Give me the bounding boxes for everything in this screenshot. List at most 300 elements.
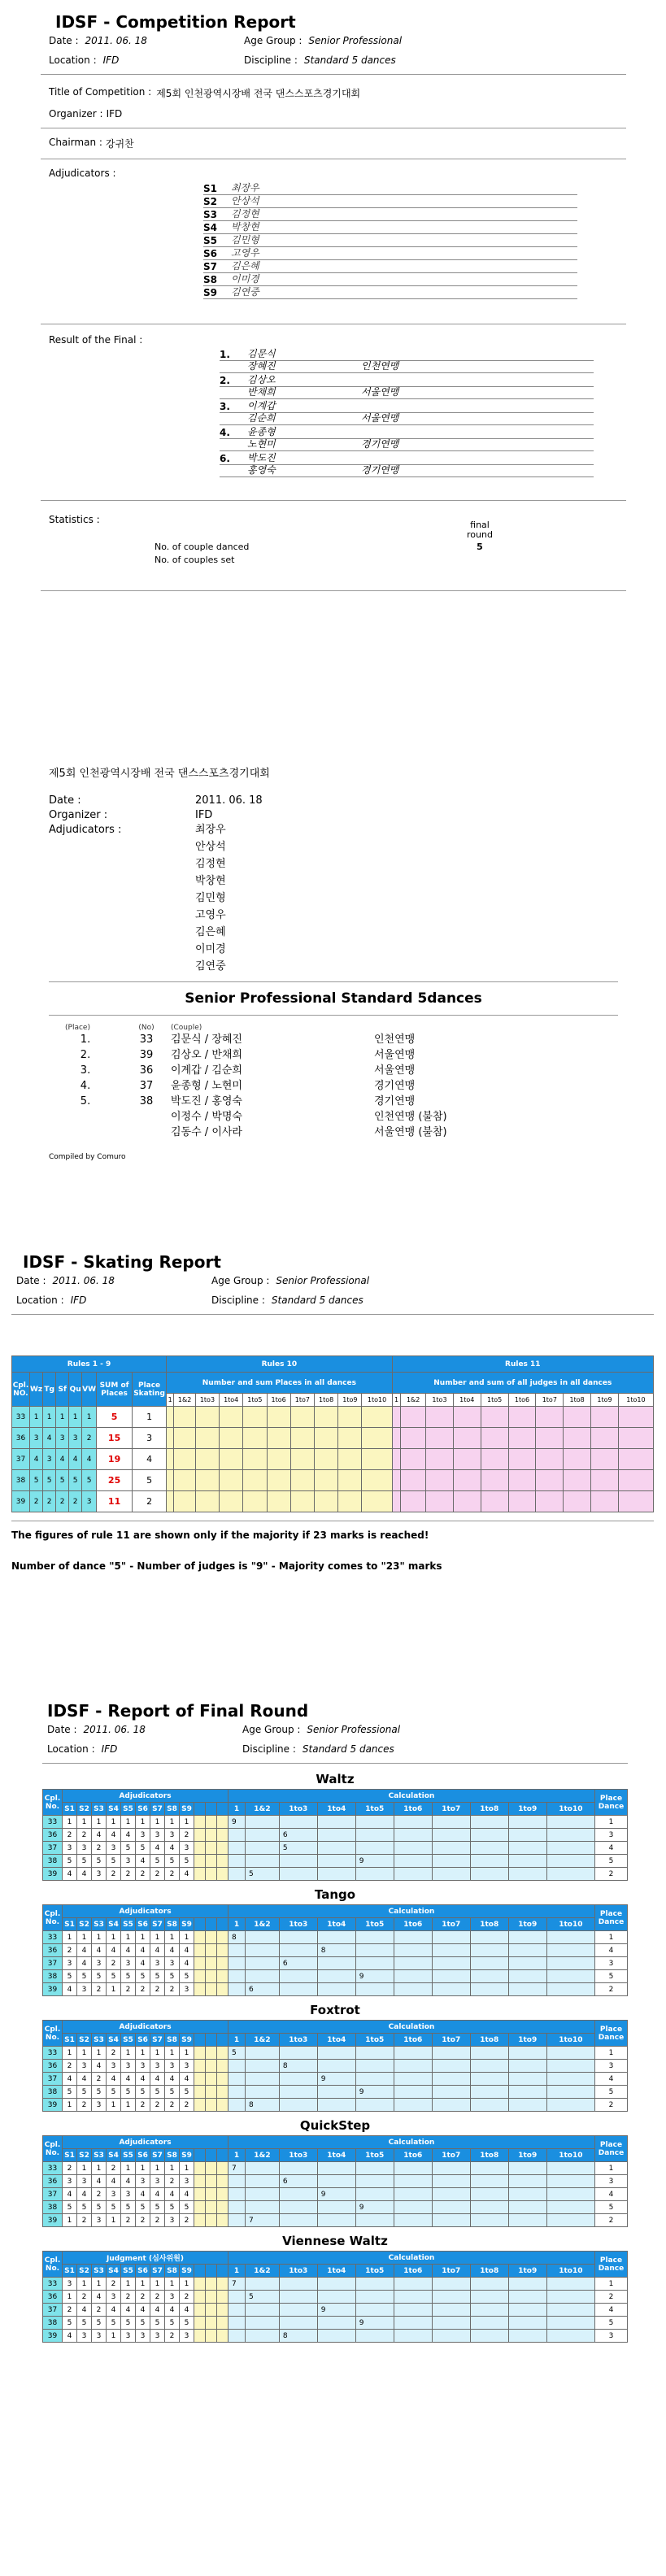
judge-mark: 3 bbox=[136, 2330, 150, 2343]
rule11-cell bbox=[481, 1470, 508, 1491]
calc-cell bbox=[470, 2188, 508, 2201]
adjudicators-label: Adjudicators : bbox=[49, 168, 116, 179]
calc-col-header: 1to7 bbox=[432, 1803, 470, 1816]
summary-result-table bbox=[49, 1024, 569, 1140]
calc-cell: 7 bbox=[229, 2278, 246, 2291]
judge-spare-cell bbox=[206, 1957, 217, 1970]
result-of-final-label: Result of the Final : bbox=[49, 334, 143, 346]
dance-row bbox=[43, 2188, 628, 2201]
calc-cell bbox=[317, 2201, 355, 2214]
finalist-item bbox=[220, 401, 594, 425]
calc-cell bbox=[546, 2214, 594, 2227]
judge-mark: 1 bbox=[165, 2047, 180, 2060]
calc-col-header: 1to5 bbox=[355, 2265, 394, 2278]
calc-cell bbox=[546, 2162, 594, 2175]
calc-cell bbox=[246, 2162, 280, 2175]
calc-col-header: 1 bbox=[167, 1394, 174, 1407]
judge-spare-cell bbox=[217, 2317, 229, 2330]
judge-spare-cell bbox=[217, 2330, 229, 2343]
rule10-cell bbox=[362, 1428, 392, 1449]
judge-mark: 2 bbox=[92, 1983, 107, 1996]
final-round-label: final round bbox=[467, 520, 493, 540]
place-dance-header: Place Dance bbox=[595, 2252, 628, 2278]
judge-spare-cell bbox=[217, 1868, 229, 1881]
judge-mark: 5 bbox=[180, 2086, 194, 2099]
judge-spare-cell bbox=[206, 2188, 217, 2201]
calc-cell bbox=[355, 1842, 394, 1855]
judge-mark: 5 bbox=[150, 2317, 165, 2330]
judge-col-header: S5 bbox=[121, 1918, 136, 1931]
dance-table bbox=[42, 2135, 628, 2227]
judge-mark: 5 bbox=[136, 1970, 150, 1983]
summary-comp-title: 제5회 인천광역시장배 전국 댄스스포츠경기대회 bbox=[49, 768, 270, 780]
calc-cell bbox=[317, 2099, 355, 2112]
finalist-name: 윤종형 bbox=[247, 426, 276, 437]
calc-cell bbox=[246, 1829, 280, 1842]
rule10-cell bbox=[362, 1470, 392, 1491]
judge-mark: 4 bbox=[107, 2175, 121, 2188]
skating-cpl-no: 33 bbox=[12, 1407, 30, 1428]
finalist-item bbox=[220, 453, 594, 477]
judge-mark: 1 bbox=[180, 1816, 194, 1829]
judge-mark: 3 bbox=[77, 2330, 92, 2343]
age-group-value: Senior Professional bbox=[308, 35, 403, 46]
calc-col-header: 1to8 bbox=[470, 1918, 508, 1931]
judge-spare-cell bbox=[194, 1855, 206, 1868]
skating-sum: 25 bbox=[97, 1470, 133, 1491]
judge-mark: 5 bbox=[150, 2201, 165, 2214]
judge-mark: 2 bbox=[77, 1829, 92, 1842]
judge-mark: 5 bbox=[150, 1855, 165, 1868]
divider bbox=[49, 1015, 618, 1016]
calc-cell: 8 bbox=[246, 2099, 280, 2112]
judge-spare-cell bbox=[206, 1868, 217, 1881]
finalist-name: 이계갑 bbox=[247, 400, 276, 411]
adjudicators-header: Judgment (심사위원) bbox=[63, 2252, 229, 2265]
result-row bbox=[49, 1125, 569, 1140]
judge-mark: 4 bbox=[180, 1957, 194, 1970]
judge-mark: 1 bbox=[165, 1931, 180, 1944]
calc-cell bbox=[317, 2214, 355, 2227]
result-place: 3. bbox=[80, 1064, 91, 1077]
judge-mark: 1 bbox=[63, 1931, 77, 1944]
judge-spare-cell bbox=[194, 2317, 206, 2330]
judge-mark: 1 bbox=[150, 1931, 165, 1944]
dance-header-row bbox=[43, 1905, 628, 1918]
judge-mark: 2 bbox=[180, 1829, 194, 1842]
dance-cpl-no: 37 bbox=[43, 2073, 63, 2086]
adjudicator-row bbox=[203, 273, 577, 286]
judge-mark: 2 bbox=[92, 2188, 107, 2201]
calc-cell bbox=[229, 2188, 246, 2201]
judge-mark: 3 bbox=[107, 2291, 121, 2304]
result-couple: 박도진 / 홍영숙 bbox=[171, 1095, 242, 1107]
rule11-cell bbox=[564, 1428, 591, 1449]
judge-mark: 5 bbox=[150, 2086, 165, 2099]
dance-place: 5 bbox=[595, 2317, 628, 2330]
rule11-cell bbox=[536, 1428, 564, 1449]
judge-mark: 4 bbox=[165, 2073, 180, 2086]
rule11-cell bbox=[401, 1470, 426, 1491]
calc-cell bbox=[229, 2060, 246, 2073]
calc-cell bbox=[432, 1829, 470, 1842]
dance-place: 3 bbox=[595, 2060, 628, 2073]
dance-subheader-row bbox=[43, 2149, 628, 2162]
calc-cell bbox=[355, 1957, 394, 1970]
judge-spare-cell bbox=[194, 2162, 206, 2175]
calc-col-header: 1to10 bbox=[546, 1803, 594, 1816]
calc-cell bbox=[355, 1868, 394, 1881]
adjudicator-row bbox=[203, 260, 577, 273]
calc-cell bbox=[246, 2317, 280, 2330]
final-discipline-value: Standard 5 dances bbox=[302, 1743, 394, 1755]
calc-cell bbox=[246, 2330, 280, 2343]
judge-mark: 1 bbox=[107, 2214, 121, 2227]
rule10-cell bbox=[174, 1407, 196, 1428]
judge-spare-cell bbox=[194, 1983, 206, 1996]
judge-spare-cell bbox=[206, 2214, 217, 2227]
calc-cell bbox=[546, 1983, 594, 1996]
judge-mark: 3 bbox=[92, 1957, 107, 1970]
calc-cell bbox=[279, 2099, 317, 2112]
judge-spare-cell bbox=[217, 2086, 229, 2099]
finalist-partner: 반채희 bbox=[247, 386, 276, 398]
calc-cell bbox=[394, 1957, 432, 1970]
result-row bbox=[49, 1109, 569, 1125]
calc-cell bbox=[546, 2175, 594, 2188]
adjudicator-name: 안상석 bbox=[231, 195, 259, 207]
finalist-sub-line bbox=[220, 413, 594, 425]
judge-mark: 4 bbox=[121, 1829, 136, 1842]
adjudicators-header: Adjudicators bbox=[63, 1905, 229, 1918]
rule10-cell bbox=[315, 1407, 338, 1428]
calc-col-header: 1to3 bbox=[279, 1803, 317, 1816]
calc-cell bbox=[394, 2330, 432, 2343]
dance-row bbox=[43, 2317, 628, 2330]
adjudicator-code: S2 bbox=[203, 196, 217, 207]
calc-cell bbox=[355, 2162, 394, 2175]
judge-mark: 2 bbox=[180, 2214, 194, 2227]
dance-row bbox=[43, 1983, 628, 1996]
calc-cell bbox=[508, 1957, 546, 1970]
dance-cpl-no: 36 bbox=[43, 2291, 63, 2304]
result-row bbox=[49, 1094, 569, 1109]
judge-mark: 5 bbox=[150, 1970, 165, 1983]
judge-spare-cell bbox=[206, 2201, 217, 2214]
calc-col-header: 1to9 bbox=[338, 1394, 362, 1407]
finalist-partner: 김순희 bbox=[247, 412, 276, 424]
rule10-cell bbox=[220, 1407, 243, 1428]
calc-cell bbox=[317, 1957, 355, 1970]
calc-cell bbox=[508, 1944, 546, 1957]
calc-cell bbox=[470, 1868, 508, 1881]
calc-cell bbox=[317, 2317, 355, 2330]
rule11-cell bbox=[453, 1449, 481, 1470]
skating-row bbox=[12, 1491, 654, 1512]
rule11-cell bbox=[508, 1407, 536, 1428]
summary-organizer-value: IFD bbox=[195, 809, 213, 821]
judge-col-header: S3 bbox=[92, 1803, 107, 1816]
skating-sum: 5 bbox=[97, 1407, 133, 1428]
finalist-position: 6. bbox=[220, 453, 230, 464]
dance-cpl-no-header: Cpl. No. bbox=[43, 2252, 63, 2278]
dance-cpl-no: 38 bbox=[43, 2201, 63, 2214]
judge-spare-cell bbox=[206, 2304, 217, 2317]
judge-col-header: S8 bbox=[165, 2265, 180, 2278]
adjudicator-name: 김은혜 bbox=[231, 260, 259, 272]
finalist-team: 인천연맹 bbox=[361, 360, 399, 372]
calc-cell bbox=[229, 2291, 246, 2304]
judge-col-header: S9 bbox=[180, 2265, 194, 2278]
rule10-cell bbox=[195, 1428, 219, 1449]
calc-cell bbox=[508, 2201, 546, 2214]
adjudicator-name: 이미경 bbox=[231, 273, 259, 285]
calc-cell bbox=[394, 1816, 432, 1829]
calc-cell bbox=[229, 1957, 246, 1970]
dance-cpl-no: 36 bbox=[43, 2175, 63, 2188]
calc-cell bbox=[508, 2175, 546, 2188]
calc-cell: 8 bbox=[317, 1944, 355, 1957]
judge-mark: 4 bbox=[63, 1983, 77, 1996]
calc-cell bbox=[508, 2304, 546, 2317]
judge-mark: 1 bbox=[121, 1931, 136, 1944]
skating-age-value: Senior Professional bbox=[276, 1275, 370, 1286]
calc-cell bbox=[432, 1983, 470, 1996]
summary-organizer-row bbox=[49, 809, 618, 821]
dance-place: 2 bbox=[595, 2291, 628, 2304]
judge-spare-cell bbox=[217, 2304, 229, 2317]
result-row bbox=[49, 1047, 569, 1063]
skating-sum: 19 bbox=[97, 1449, 133, 1470]
rule10-cell bbox=[290, 1449, 314, 1470]
skating-report-title: IDSF - Skating Report bbox=[23, 1252, 221, 1272]
judge-mark: 4 bbox=[63, 2330, 77, 2343]
calc-cell bbox=[508, 1983, 546, 1996]
calc-cell bbox=[470, 2317, 508, 2330]
judge-mark: 3 bbox=[150, 1957, 165, 1970]
calc-cell bbox=[394, 2047, 432, 2060]
calc-col-header: 1to4 bbox=[453, 1394, 481, 1407]
rule10-cell bbox=[267, 1470, 290, 1491]
judge-mark: 5 bbox=[165, 2201, 180, 2214]
skating-dance-place: 1 bbox=[82, 1407, 97, 1428]
calc-cell bbox=[508, 2086, 546, 2099]
judge-mark: 3 bbox=[165, 1957, 180, 1970]
calc-cell bbox=[432, 1855, 470, 1868]
calc-cell bbox=[246, 2175, 280, 2188]
calc-col-header: 1to10 bbox=[546, 2265, 594, 2278]
place-dance-header: Place Dance bbox=[595, 1905, 628, 1931]
calc-cell bbox=[546, 2330, 594, 2343]
judge-mark: 3 bbox=[165, 1829, 180, 1842]
judge-mark: 2 bbox=[107, 1868, 121, 1881]
calc-cell bbox=[246, 2047, 280, 2060]
dance-row bbox=[43, 1829, 628, 1842]
final-discipline-label: Discipline : bbox=[242, 1743, 296, 1755]
rule11-cell bbox=[536, 1407, 564, 1428]
rule11-cell bbox=[481, 1449, 508, 1470]
finalist-list bbox=[220, 349, 594, 477]
judge-mark: 5 bbox=[77, 1855, 92, 1868]
judge-mark: 1 bbox=[180, 2162, 194, 2175]
dance-place: 5 bbox=[595, 1855, 628, 1868]
calc-cell bbox=[317, 1816, 355, 1829]
divider bbox=[42, 1763, 628, 1764]
dance-cpl-no: 36 bbox=[43, 2060, 63, 2073]
judge-mark: 3 bbox=[180, 2175, 194, 2188]
calc-cell: 5 bbox=[229, 2047, 246, 2060]
judge-spare-cell bbox=[194, 2099, 206, 2112]
summary-adjudicators-label: Adjudicators : bbox=[49, 824, 122, 836]
dance-cpl-no: 37 bbox=[43, 1957, 63, 1970]
dance-title: Waltz bbox=[316, 1772, 355, 1786]
result-team: 경기연맹 bbox=[374, 1080, 416, 1092]
calc-cell bbox=[546, 2201, 594, 2214]
calc-cell bbox=[470, 2330, 508, 2343]
skating-discipline-value: Standard 5 dances bbox=[271, 1295, 363, 1306]
couples-set-label: No. of couples set bbox=[155, 555, 235, 565]
skating-dance-place: 5 bbox=[82, 1470, 97, 1491]
judge-mark: 5 bbox=[121, 2201, 136, 2214]
dance-cpl-no: 36 bbox=[43, 1829, 63, 1842]
calc-cell bbox=[508, 2188, 546, 2201]
rule11-cell bbox=[591, 1470, 619, 1491]
judge-mark: 5 bbox=[165, 1855, 180, 1868]
judge-mark: 2 bbox=[77, 2291, 92, 2304]
calc-cell bbox=[279, 2278, 317, 2291]
calc-col-header: 1to3 bbox=[426, 1394, 454, 1407]
skating-dance-place: 3 bbox=[43, 1449, 56, 1470]
dance-place: 1 bbox=[595, 2047, 628, 2060]
finalist-position: 1. bbox=[220, 349, 230, 360]
rule11-cell bbox=[564, 1449, 591, 1470]
dance-row bbox=[43, 1957, 628, 1970]
judge-mark: 2 bbox=[121, 1868, 136, 1881]
judge-mark: 2 bbox=[63, 1944, 77, 1957]
skating-cpl-no: 38 bbox=[12, 1470, 30, 1491]
calc-col-header: 1to4 bbox=[220, 1394, 243, 1407]
calc-cell bbox=[432, 2201, 470, 2214]
calc-cell: 6 bbox=[279, 1957, 317, 1970]
divider bbox=[49, 981, 618, 982]
calc-cell bbox=[229, 2330, 246, 2343]
adjudicator-name: 최장우 bbox=[231, 182, 259, 194]
judge-mark: 5 bbox=[92, 2317, 107, 2330]
skating-dance-place: 4 bbox=[56, 1449, 69, 1470]
judge-mark: 4 bbox=[180, 2073, 194, 2086]
rule10-cell bbox=[338, 1449, 362, 1470]
meta-date-row bbox=[49, 35, 626, 46]
result-place: 4. bbox=[80, 1080, 91, 1092]
calc-cell bbox=[279, 2073, 317, 2086]
finalist-item bbox=[220, 375, 594, 399]
rule11-cell bbox=[453, 1407, 481, 1428]
calc-cell bbox=[432, 2099, 470, 2112]
judge-mark: 5 bbox=[92, 2201, 107, 2214]
judge-spare-cell bbox=[217, 1855, 229, 1868]
rule10-cell bbox=[220, 1491, 243, 1512]
judge-mark: 2 bbox=[136, 2214, 150, 2227]
calc-cell bbox=[470, 2214, 508, 2227]
rule11-cell bbox=[536, 1470, 564, 1491]
calc-col-header: 1to8 bbox=[470, 2149, 508, 2162]
calc-cell bbox=[508, 1931, 546, 1944]
rule11-cell bbox=[426, 1449, 454, 1470]
judge-col-header: S1 bbox=[63, 1803, 77, 1816]
judge-mark: 2 bbox=[150, 2291, 165, 2304]
judge-mark: 4 bbox=[150, 2073, 165, 2086]
head-no: (No) bbox=[138, 1024, 155, 1032]
calc-cell bbox=[279, 1816, 317, 1829]
skating-location-value: IFD bbox=[70, 1295, 87, 1306]
result-number: 38 bbox=[139, 1095, 154, 1107]
rule11-cell bbox=[618, 1491, 653, 1512]
summary-adjudicator: 이미경 bbox=[195, 943, 226, 955]
calc-cell bbox=[246, 1931, 280, 1944]
calc-cell bbox=[229, 1842, 246, 1855]
result-couple: 이계갑 / 김순희 bbox=[171, 1064, 242, 1077]
judge-mark: 1 bbox=[150, 2278, 165, 2291]
date-label: Date : bbox=[49, 35, 79, 46]
judge-mark: 1 bbox=[180, 1931, 194, 1944]
calc-cell bbox=[229, 2317, 246, 2330]
judge-mark: 2 bbox=[107, 1957, 121, 1970]
judge-mark: 4 bbox=[92, 1944, 107, 1957]
calc-cell bbox=[432, 2162, 470, 2175]
rule11-cell bbox=[591, 1428, 619, 1449]
dance-cpl-no: 39 bbox=[43, 2214, 63, 2227]
location-label: Location : bbox=[49, 54, 97, 66]
judge-mark: 4 bbox=[107, 2304, 121, 2317]
judge-mark: 5 bbox=[165, 1970, 180, 1983]
dance-row bbox=[43, 1931, 628, 1944]
summary-organizer-label: Organizer : bbox=[49, 809, 108, 821]
calc-cell bbox=[470, 1842, 508, 1855]
calc-cell bbox=[432, 2047, 470, 2060]
dance-place: 2 bbox=[595, 1983, 628, 1996]
dance-cpl-no-header: Cpl. No. bbox=[43, 2021, 63, 2047]
judge-col-header: S9 bbox=[180, 2034, 194, 2047]
judge-mark: 4 bbox=[77, 2073, 92, 2086]
judge-col-header: S5 bbox=[121, 1803, 136, 1816]
calc-cell bbox=[470, 1944, 508, 1957]
rule10-cell bbox=[362, 1449, 392, 1470]
judge-mark: 5 bbox=[121, 2086, 136, 2099]
judge-spare-cell bbox=[217, 2201, 229, 2214]
calc-cell bbox=[317, 2162, 355, 2175]
head-couple: (Couple) bbox=[171, 1024, 202, 1032]
dance-place: 4 bbox=[595, 2073, 628, 2086]
rule10-cell bbox=[315, 1449, 338, 1470]
judge-mark: 5 bbox=[92, 1855, 107, 1868]
dance-cpl-no: 38 bbox=[43, 2317, 63, 2330]
judge-mark: 3 bbox=[63, 1842, 77, 1855]
finalist-partner: 장혜진 bbox=[247, 360, 276, 372]
calc-cell bbox=[546, 2047, 594, 2060]
rules-11-subheader: Number and sum of all judges in all dances bbox=[392, 1373, 653, 1394]
judge-spare-cell bbox=[194, 2047, 206, 2060]
judge-mark: 4 bbox=[63, 2188, 77, 2201]
dance-place: 5 bbox=[595, 2201, 628, 2214]
rule11-cell bbox=[508, 1428, 536, 1449]
rules-11-header: Rules 11 bbox=[392, 1356, 653, 1373]
judge-spare-cell bbox=[217, 2047, 229, 2060]
dance-col-header: Tg bbox=[43, 1373, 56, 1407]
judge-mark: 4 bbox=[136, 2304, 150, 2317]
calc-cell bbox=[546, 1931, 594, 1944]
rule10-cell bbox=[267, 1449, 290, 1470]
judge-col-spare-header bbox=[217, 1918, 229, 1931]
